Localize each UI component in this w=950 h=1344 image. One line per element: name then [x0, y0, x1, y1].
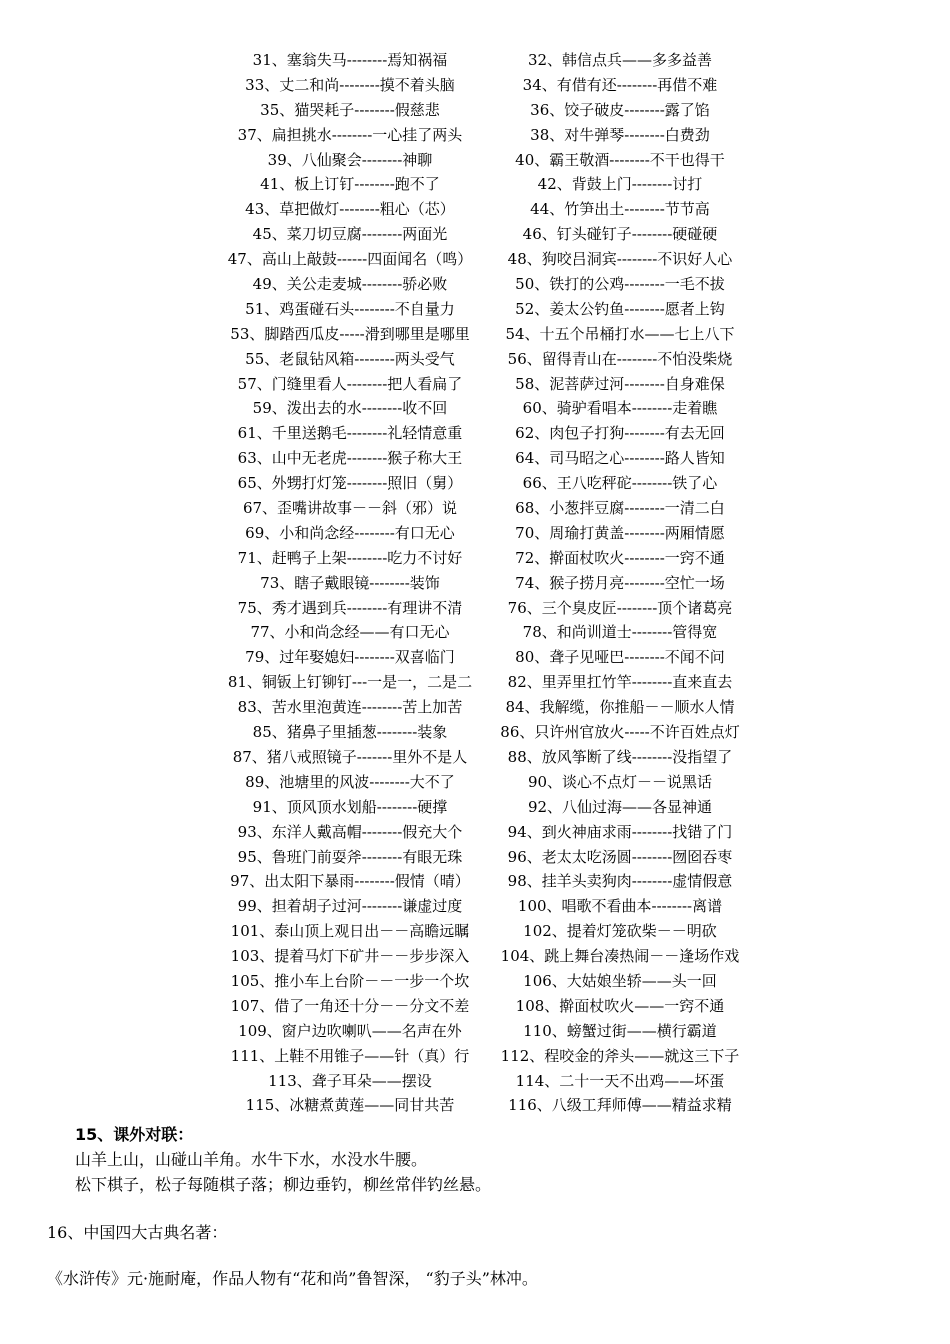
idiom-row	[0, 297, 950, 322]
idiom-left: 41、板上订钉--------跑不了	[260, 175, 440, 194]
idiom-right: 102、提着灯笼砍柴－－明砍	[523, 922, 717, 941]
idiom-row	[0, 123, 950, 148]
section-15-heading: 15、课外对联：	[75, 1125, 194, 1144]
idiom-right: 50、铁打的公鸡--------一毛不拔	[515, 275, 725, 294]
idiom-left: 99、担着胡子过河--------谦虚过度	[237, 897, 463, 916]
idiom-left: 61、千里送鹅毛--------礼轻情意重	[237, 424, 463, 443]
xiehouyu-list	[0, 48, 950, 1118]
idiom-left: 93、东洋人戴高帽--------假充大个	[237, 822, 463, 841]
idiom-row	[0, 272, 950, 297]
idiom-right: 58、泥菩萨过河--------自身难保	[515, 374, 725, 393]
idiom-row	[0, 521, 950, 546]
idiom-left: 31、塞翁失马--------焉知祸福	[252, 51, 448, 69]
idiom-right: 60、骑驴看唱本--------走着瞧	[522, 399, 718, 418]
idiom-row	[0, 172, 950, 197]
idiom-left: 79、过年娶媳妇--------双喜临门	[245, 648, 455, 667]
idiom-right: 36、饺子破皮--------露了馅	[530, 100, 710, 119]
idiom-left: 97、出太阳下暴雨--------假情（晴）	[230, 872, 470, 891]
section-16-heading: 16、中国四大古典名著：	[47, 1223, 228, 1242]
idiom-row	[0, 98, 950, 123]
idiom-row	[0, 944, 950, 969]
idiom-left: 53、脚踏西瓜皮-----滑到哪里是哪里	[230, 324, 470, 343]
idiom-row	[0, 969, 950, 994]
idiom-left: 81、铜钣上钉铆钉---一是一，二是二	[227, 673, 473, 692]
idiom-left: 87、猪八戒照镜子-------里外不是人	[232, 747, 468, 766]
idiom-right: 40、霸王敬酒--------不干也得干	[515, 150, 725, 169]
idiom-left: 55、老鼠钻风箱--------两头受气	[245, 349, 455, 368]
idiom-left: 85、猪鼻子里插葱--------装象	[252, 723, 448, 742]
idiom-right: 44、竹笋出土--------节节高	[530, 200, 710, 219]
idiom-row	[0, 73, 950, 98]
idiom-right: 106、大姑娘坐轿——头一回	[523, 971, 717, 990]
idiom-right: 62、肉包子打狗--------有去无回	[515, 424, 725, 443]
idiom-row	[0, 645, 950, 670]
idiom-right: 94、到火神庙求雨--------找错了门	[507, 822, 733, 841]
idiom-left: 101、泰山顶上观日出－－高瞻远瞩	[230, 922, 470, 941]
idiom-row	[0, 894, 950, 919]
idiom-right: 114、二十一天不出鸡——坏蛋	[515, 1071, 725, 1090]
idiom-row	[0, 1069, 950, 1094]
idiom-left: 37、扁担挑水--------一心挂了两头	[237, 125, 463, 144]
idiom-right: 52、姜太公钓鱼--------愿者上钩	[515, 299, 725, 318]
idiom-right: 88、放风筝断了线--------没指望了	[507, 747, 733, 766]
idiom-left: 115、冰糖煮黄莲——同甘共苦	[245, 1096, 455, 1115]
idiom-left: 73、瞎子戴眼镜--------装饰	[260, 573, 440, 592]
idiom-right: 78、和尚训道士--------管得宽	[522, 623, 718, 642]
idiom-right: 76、三个臭皮匠--------顶个诸葛亮	[507, 598, 733, 617]
idiom-right: 86、只许州官放火-----不许百姓点灯	[500, 723, 740, 742]
idiom-left: 59、泼出去的水--------收不回	[252, 399, 448, 418]
idiom-row	[0, 795, 950, 820]
idiom-row	[0, 347, 950, 372]
idiom-right: 42、背鼓上门--------讨打	[537, 175, 703, 194]
idiom-left: 63、山中无老虎--------猴子称大王	[237, 449, 463, 468]
idiom-right: 98、挂羊头卖狗肉--------虚情假意	[507, 872, 733, 891]
idiom-right: 110、螃蟹过街——横行霸道	[523, 1021, 717, 1040]
idiom-left: 95、鲁班门前耍斧--------有眼无珠	[237, 847, 463, 866]
idiom-row	[0, 471, 950, 496]
idiom-left: 103、提着马灯下矿井－－步步深入	[230, 947, 470, 966]
idiom-right: 80、聋子见哑巴--------不闻不问	[515, 648, 725, 667]
idiom-right: 64、司马昭之心--------路人皆知	[515, 449, 725, 468]
idiom-row	[0, 197, 950, 222]
idiom-row	[0, 247, 950, 272]
idiom-right: 66、王八吃秤砣--------铁了心	[522, 474, 718, 493]
idiom-right: 96、老太太吃汤圆--------囫囵吞枣	[507, 847, 733, 866]
idiom-row	[0, 919, 950, 944]
idiom-right: 38、对牛弹琴--------白费劲	[530, 125, 710, 144]
couplet-line-2: 松下棋子，松子每随棋子落；柳边垂钓，柳丝常伴钓丝悬。	[75, 1175, 492, 1194]
idiom-left: 43、草把做灯--------粗心（芯）	[245, 200, 455, 219]
idiom-row	[0, 571, 950, 596]
idiom-right: 68、小葱拌豆腐--------一清二白	[515, 499, 725, 518]
idiom-row	[0, 1019, 950, 1044]
idiom-left: 49、关公走麦城--------骄必败	[252, 275, 448, 294]
idiom-right: 54、十五个吊桶打水——七上八下	[505, 324, 735, 343]
idiom-right: 108、擀面杖吹火——一窍不通	[515, 996, 725, 1015]
idiom-right: 116、八级工拜师傅——精益求精	[508, 1096, 732, 1115]
idiom-left: 71、赶鸭子上架--------吃力不讨好	[237, 548, 463, 567]
idiom-left: 111、上鞋不用锥子——针（真）行	[230, 1046, 470, 1065]
idiom-row	[0, 546, 950, 571]
idiom-right: 32、韩信点兵——多多益善	[527, 51, 713, 69]
idiom-right: 92、八仙过海——各显神通	[527, 797, 713, 816]
idiom-row	[0, 720, 950, 745]
idiom-row	[0, 770, 950, 795]
section-16-line-1: 《水浒传》元·施耐庵，作品人物有“花和尚”鲁智深， “豹子头”林冲。	[47, 1269, 538, 1288]
idiom-left: 77、小和尚念经——有口无心	[250, 623, 450, 642]
idiom-left: 109、窗户边吹喇叭——名声在外	[238, 1021, 462, 1040]
idiom-right: 34、有借有还--------再借不难	[522, 75, 718, 94]
idiom-left: 113、聋子耳朵——摆设	[268, 1071, 432, 1090]
idiom-left: 83、苦水里泡黄连--------苦上加苦	[237, 698, 463, 717]
idiom-left: 105、推小车上台阶－－一步一个坎	[230, 971, 470, 990]
idiom-left: 57、门缝里看人--------把人看扁了	[237, 374, 463, 393]
idiom-row	[0, 670, 950, 695]
idiom-right: 82、里弄里扛竹竿--------直来直去	[507, 673, 733, 692]
idiom-right: 46、钉头碰钉子--------硬碰硬	[522, 225, 718, 244]
idiom-row	[0, 48, 950, 73]
idiom-right: 84、我解缆，你推船－－顺水人情	[505, 698, 735, 717]
idiom-left: 65、外甥打灯笼--------照旧（舅）	[237, 474, 463, 493]
idiom-row	[0, 322, 950, 347]
idiom-left: 35、猫哭耗子--------假慈悲	[260, 100, 440, 119]
idiom-left: 47、高山上敲鼓------四面闻名（鸣）	[227, 250, 473, 269]
idiom-left: 33、丈二和尚--------摸不着头脑	[245, 75, 455, 94]
idiom-row	[0, 421, 950, 446]
idiom-right: 48、狗咬吕洞宾--------不识好人心	[507, 250, 733, 269]
idiom-row	[0, 695, 950, 720]
idiom-row	[0, 1093, 950, 1118]
idiom-left: 75、秀才遇到兵--------有理讲不清	[237, 598, 463, 617]
idiom-row	[0, 496, 950, 521]
idiom-right: 112、程咬金的斧头——就这三下子	[500, 1046, 740, 1065]
idiom-right: 90、谈心不点灯－－说黑话	[527, 772, 713, 791]
idiom-row	[0, 1044, 950, 1069]
idiom-row	[0, 620, 950, 645]
idiom-left: 67、歪嘴讲故事－－斜（邪）说	[242, 499, 458, 518]
idiom-row	[0, 845, 950, 870]
idiom-row	[0, 745, 950, 770]
idiom-left: 39、八仙聚会--------神聊	[267, 150, 433, 169]
idiom-left: 51、鸡蛋碰石头--------不自量力	[245, 299, 455, 318]
idiom-left: 91、顶风顶水划船--------硬撑	[252, 797, 448, 816]
idiom-row	[0, 994, 950, 1019]
idiom-row	[0, 372, 950, 397]
idiom-right: 70、周瑜打黄盖--------两厢情愿	[515, 523, 725, 542]
idiom-left: 45、菜刀切豆腐--------两面光	[252, 225, 448, 244]
idiom-left: 107、借了一角还十分－－分文不差	[230, 996, 470, 1015]
idiom-left: 69、小和尚念经--------有口无心	[245, 523, 455, 542]
idiom-right: 56、留得青山在--------不怕没柴烧	[507, 349, 733, 368]
idiom-row	[0, 446, 950, 471]
idiom-row	[0, 396, 950, 421]
couplet-line-1: 山羊上山，山碰山羊角。水牛下水，水没水牛腰。	[75, 1150, 428, 1169]
idiom-right: 104、跳上舞台凑热闹－－逢场作戏	[500, 947, 740, 966]
idiom-row	[0, 148, 950, 173]
idiom-row	[0, 596, 950, 621]
idiom-right: 74、猴子捞月亮--------空忙一场	[515, 573, 725, 592]
idiom-right: 100、唱歌不看曲本--------离谱	[517, 897, 723, 916]
idiom-row	[0, 869, 950, 894]
idiom-row	[0, 820, 950, 845]
idiom-right: 72、擀面杖吹火--------一窍不通	[515, 548, 725, 567]
idiom-row	[0, 222, 950, 247]
idiom-left: 89、池塘里的风波--------大不了	[245, 772, 455, 791]
